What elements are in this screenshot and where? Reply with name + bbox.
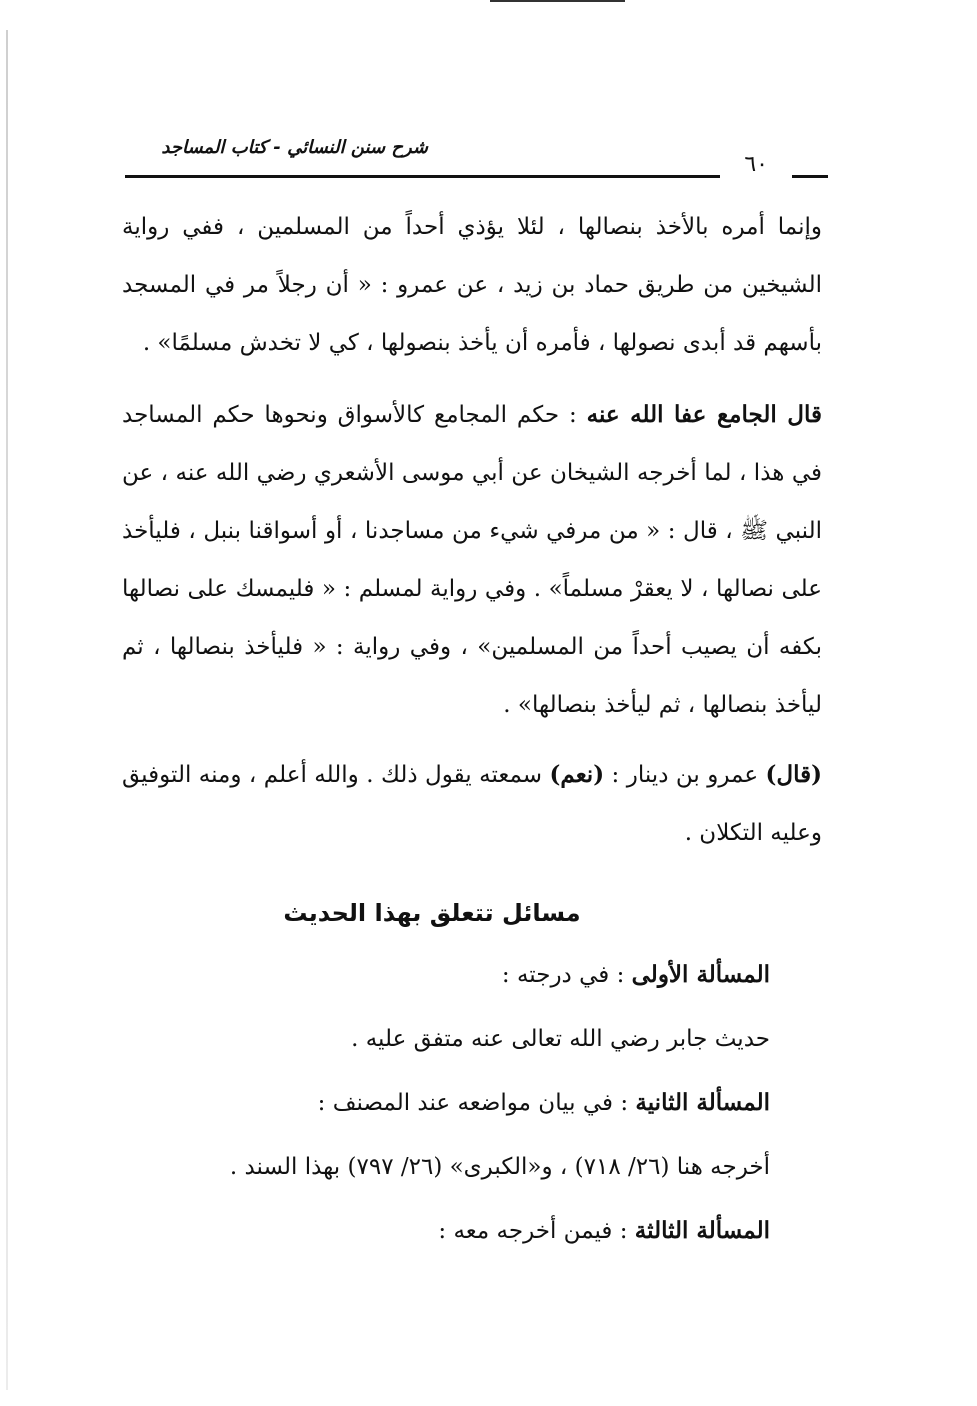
page-body <box>122 198 822 1266</box>
scan-edge-line <box>6 30 8 1390</box>
paragraph-3-end: سمعته يقول ذلك . والله أعلم ، ومنه التوفيق وعليه التكلان . <box>122 762 822 846</box>
issue-1-answer: حديث جابر رضي الله تعالى عنه متفق عليه . <box>351 1026 770 1052</box>
page-header <box>110 130 830 190</box>
issue-2-text: : في بيان مواضعه عند المصنف : <box>317 1090 629 1116</box>
qal-marker: (قال) <box>765 761 823 788</box>
issue-1-text: : في درجته : <box>501 962 625 988</box>
page-number: ٦٠ <box>744 152 768 177</box>
issue-1-label: المسألة الأولى <box>631 961 770 988</box>
section-title: مسائل تتعلق بهذا الحديث <box>283 899 581 927</box>
jami-lead: قال الجامع عفا الله عنه <box>586 401 823 428</box>
issue-2-label: المسألة الثانية <box>635 1089 770 1116</box>
issue-3-heading <box>122 1202 822 1260</box>
paragraph-3-mid: عمرو بن دينار : <box>611 762 759 788</box>
issue-3-label: المسألة الثالثة <box>634 1217 770 1244</box>
issue-2-answer: أخرجه هنا (٢٦/ ٧١٨) ، و«الكبرى» (٢٦/ ٧٩٧) بهذا السند . <box>229 1154 770 1180</box>
issue-2-heading <box>122 1074 822 1132</box>
paragraph-2-body: : حكم المجامع كالأسواق ونحوها حكم المساجد في هذا ، لما أخرجه الشيخان عن أبي موسى الأشعري رضي الله عنه ، عن النبي ﷺ ، قال : « من مرفي شيء من مساجدنا ، أو أسواقنا بنبل ، فليأخذ على نصالها ، لا يعقرْ مسلماً» . وفي رواية لمسلم : « فليمسك على نصالها بكفه أن يصيب أحداً من المسلمين» ، وفي رواية : « فليأخذ بنصالها ، ثم ليأخذ بنصالها ، ثم ليأخذ بنصالها» . <box>122 402 822 718</box>
paragraph-1: وإنما أمره بالأخذ بنصالها ، لئلا يؤذي أحداً من المسلمين ، ففي رواية الشيخين من طريق حماد بن زيد ، عن عمرو : « أن رجلاً مر في المسجد بأسهم قد أبدى نصولها ، فأمره أن يأخذ بنصولها ، كي لا تخدش مسلمًا» . <box>122 214 822 356</box>
header-rule-short <box>792 175 828 178</box>
header-rule-long <box>125 175 720 178</box>
paragraph-2 <box>122 386 822 734</box>
naam-marker: (نعم) <box>549 761 605 788</box>
issue-3-text: : فيمن أخرجه معه : <box>438 1218 628 1244</box>
running-head: شرح سنن النسائي - كتاب المساجد <box>161 137 428 158</box>
top-scan-rule <box>490 0 625 2</box>
paragraph-3 <box>122 746 822 862</box>
issue-1-heading <box>122 946 822 1004</box>
